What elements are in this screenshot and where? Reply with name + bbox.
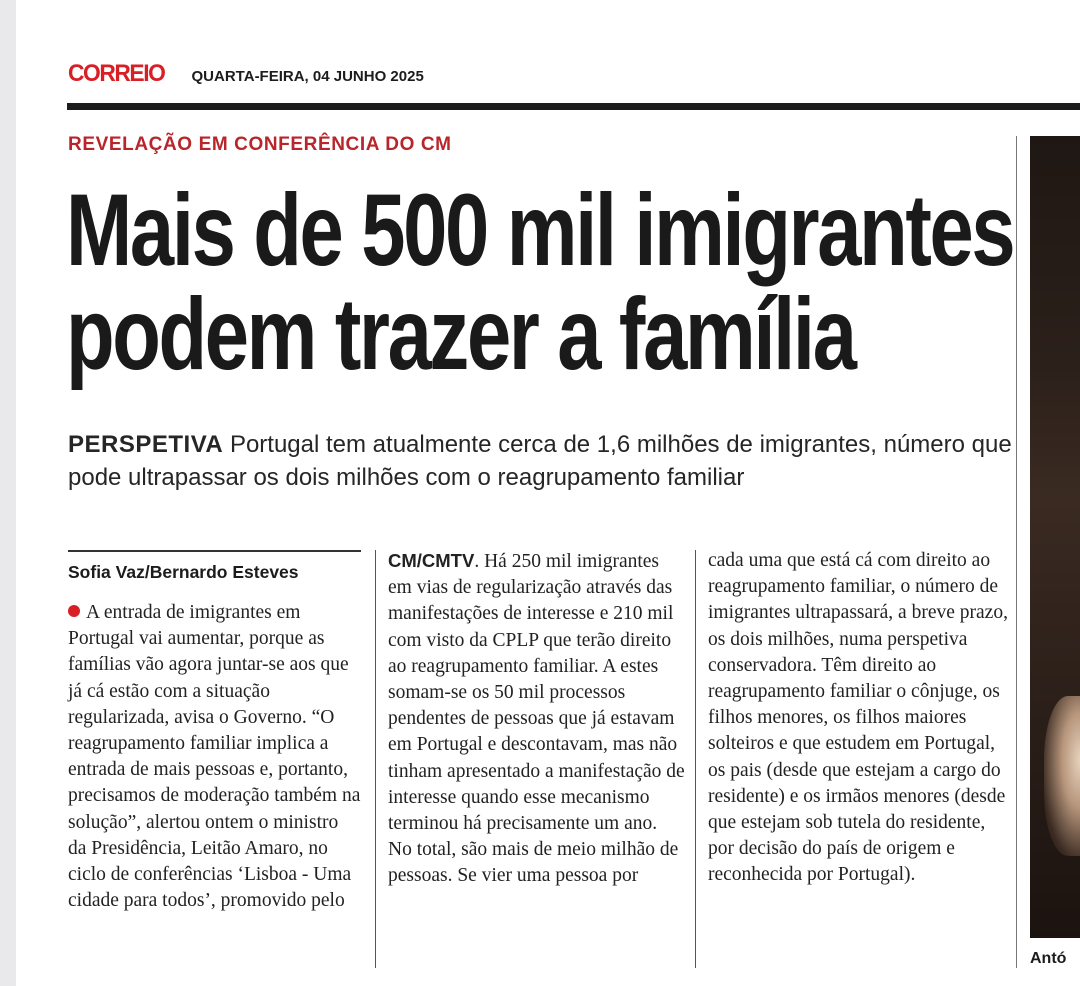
- article-headline: [66, 173, 1014, 391]
- newspaper-logo: CORREIO: [68, 60, 165, 87]
- column-1-text: A entrada de imigrantes em Portugal vai aumentar, porque as famílias vão agora juntar-se aos que já cá estão com a situação regularizada, avisa o Governo. “O reagrupamento familiar implica a entrada de mais pessoas e, portanto, precisamos de moderação também na solução”, alertou ontem o ministro da Presidência, Leitão Amaro, no ciclo de conferências ‘Lisboa - Uma cidade para todos’, promovido pelo: [68, 602, 361, 912]
- article-photo: [1030, 136, 1080, 938]
- article-column-3: [708, 548, 1008, 889]
- column-divider: [375, 550, 376, 968]
- photo-divider: [1016, 136, 1017, 968]
- column-2-paragraph: [388, 548, 685, 890]
- headline-line-2: podem trazer a família: [66, 277, 855, 391]
- byline-rule: [68, 550, 361, 552]
- article-lead: [68, 428, 1028, 494]
- article-column-2: [388, 548, 685, 890]
- issue-date: QUARTA-FEIRA, 04 JUNHO 2025: [191, 68, 424, 85]
- photo-highlight: [1044, 696, 1080, 856]
- column-3-paragraph: [708, 548, 1008, 889]
- lead-text: Portugal tem atualmente cerca de 1,6 milhões de imigrantes, número que pode ultrapassar os dois milhões com o reagrupamento familiar: [68, 431, 1012, 491]
- column-1-paragraph: [68, 600, 361, 914]
- red-dot-icon: [68, 605, 80, 617]
- article-byline: Sofia Vaz/Bernardo Esteves: [68, 562, 299, 582]
- headline-line-1: Mais de 500 mil imigrantes: [66, 173, 1014, 287]
- masthead: [68, 60, 424, 88]
- photo-caption: Antó: [1030, 950, 1067, 967]
- source-brand: CM/CMTV: [388, 550, 475, 571]
- article-kicker: REVELAÇÃO EM CONFERÊNCIA DO CM: [68, 134, 452, 155]
- lead-label: PERSPETIVA: [68, 431, 224, 458]
- column-divider: [695, 550, 696, 968]
- column-3-text: cada uma que está cá com direito ao reagrupamento familiar, o número de imigrantes ultrapassará, a breve prazo, os dois milhões, numa perspetiva conservadora. Têm direito ao reagrupamento familiar o cônjuge, os filhos menores, os filhos maiores solteiros e que estudem em Portugal, os pais (desde que estejam a cargo do residente) e os irmãos menores (desde que estejam sob tutela do residente, por decisão do país de origem e reconhecida por Portugal).: [708, 550, 1008, 886]
- masthead-rule: [67, 103, 1080, 110]
- page-gutter: [0, 0, 16, 986]
- column-2-text: . Há 250 mil imigrantes em vias de regularização através das manifestações de interesse e 210 mil com visto da CPLP que terão direito ao reagrupamento familiar. A estes somam-se os 50 mil processos pendentes de pessoas que já estavam em Portugal e descontavam, mas não tinham apresentado a manifestação de interesse quando esse mecanismo terminou há precisamente um ano. No total, são mais de meio milhão de pessoas. Se vier uma pessoa por: [388, 551, 685, 887]
